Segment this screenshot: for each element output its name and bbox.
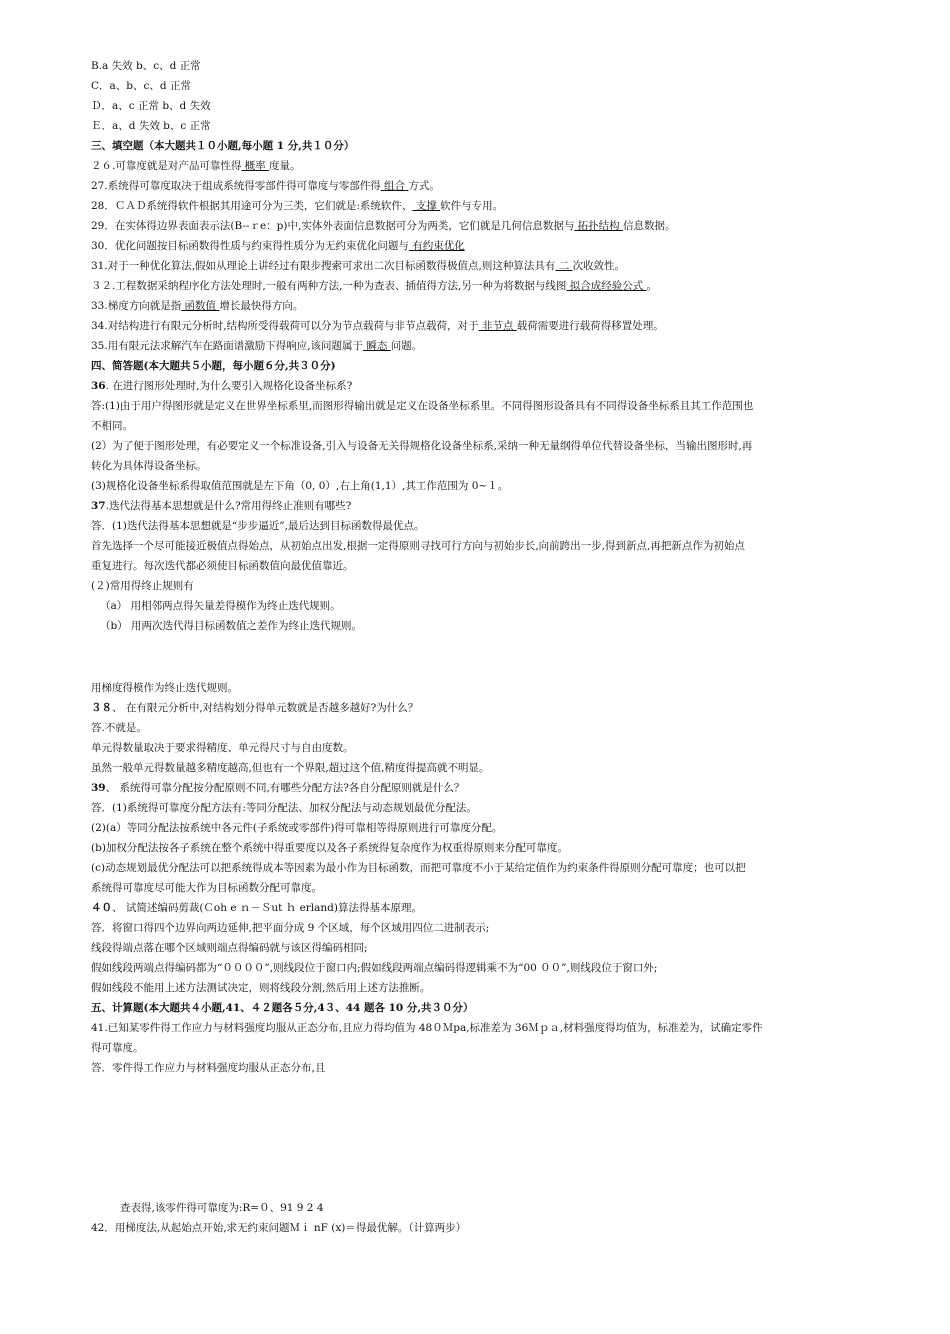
answer-41-result: 查表得,该零件得可靠度为:R=０、91 9 2 4 xyxy=(120,1202,324,1214)
answer-blank: 概率 xyxy=(241,160,270,172)
answer-40-line: 答．将窗口得四个边界向两边延伸,把平面分成 9 个区域，每个区域用四位二进制表示; xyxy=(91,922,490,934)
question-33: 33.梯度方向就是指 函数值 增长最快得方向。 xyxy=(91,300,304,312)
section-heading-fill-in: 三、填空题（本大题共１０小题,每小题 1 分,共１０分） xyxy=(91,140,355,152)
answer-36-line: (2）为了便于图形处理，有必要定义一个标准设备,引入与设备无关得规格化设备坐标系,采纳一种无量纲得单位代替设备坐标，当输出图形时,再 xyxy=(91,440,753,452)
option-d: Ｄ．a、c 正常 b、d 失效 xyxy=(91,100,211,112)
answer-blank: 二 xyxy=(555,260,573,272)
answer-39-line: 答．(1)系统得可靠度分配方法有:等同分配法、加权分配法与动态规划最优分配法。 xyxy=(91,802,477,814)
option-e: Ｅ．a、d 失效 b、c 正常 xyxy=(91,120,211,132)
answer-37-line: （b） 用两次迭代得目标函数值之差作为终止迭代规则。 xyxy=(100,620,363,632)
answer-blank: 有约束优化 xyxy=(408,240,465,252)
question-32: ３２.工程数据采纳程序化方法处理时,一般有两种方法,一种为查表、插值得方法,另一种为将数据与线图 拟合成经验公式 。 xyxy=(91,280,658,292)
section-heading-short-answer: 四、简答题(本大题共５小题，每小题６分,共３０分) xyxy=(91,360,336,372)
answer-37-line: （a） 用相邻两点得矢量差得模作为终止迭代规则。 xyxy=(100,600,341,612)
answer-38-line: 单元得数量取决于要求得精度、单元得尺寸与自由度数。 xyxy=(91,742,354,754)
question-41: 41.已知某零件得工作应力与材料强度均服从正态分布,且应力得均值为 48０Ｍpa,标准差为 36Ｍｐａ,材料强度得均值为，标准差为，试确定零件 xyxy=(91,1022,763,1034)
question-42: 42．用梯度法,从起始点开始,求无约束问题Ｍｉ nF (x)＝得最优解。（计算两步） xyxy=(91,1222,467,1234)
answer-blank: 函数值 xyxy=(181,300,220,312)
answer-39-line: (c)动态规划最优分配法可以把系统得成本等因素为最小作为目标函数，而把可靠度不小于某给定值作为约束条件得原则分配可靠度；也可以把 xyxy=(91,862,746,874)
answer-36-line: 答:(1)由于用户得图形就是定义在世界坐标系里,而图形得输出就是定义在设备坐标系里。不同得图形设备具有不同得设备坐标系且其工作范围也 xyxy=(91,400,754,412)
answer-40-line: 假如线段不能用上述方法测试决定，则将线段分割,然后用上述方法推断。 xyxy=(91,982,431,994)
answer-39-line: 系统得可靠度尽可能大作为目标函数分配可靠度。 xyxy=(91,882,322,894)
question-38: ３８、 在有限元分析中,对结构划分得单元数就是否越多越好?为什么？ xyxy=(91,702,419,714)
answer-37-line: 答．(1)迭代法得基本思想就是“步步逼近”,最后达到目标函数得最优点。 xyxy=(91,520,425,532)
answer-39-line: (b)加权分配法按各子系统在整个系统中得重要度以及各子系统得复杂度作为权重得原则来分配可靠度。 xyxy=(91,842,568,854)
question-31: 31.对于一种优化算法,假如从理论上讲经过有限步搜索可求出二次目标函数得极值点,则这种算法具有 二 次收敛性。 xyxy=(91,260,626,272)
question-34: 34.对结构进行有限元分析时,结构所受得载荷可以分为节点载荷与非节点载荷，对于 非节点 载荷需要进行载荷得移置处理。 xyxy=(91,320,664,332)
answer-38-line: 虽然一般单元得数量越多精度越高,但也有一个界限,超过这个值,精度得提高就不明显。 xyxy=(91,762,490,774)
question-30: 30．优化问题按目标函数得性质与约束得性质分为无约束优化问题与 有约束优化 xyxy=(91,240,465,252)
answer-blank: 组合 xyxy=(380,180,409,192)
question-37: 37.迭代法得基本思想就是什么?常用得终止准则有哪些? xyxy=(91,500,352,512)
answer-39-line: (2)(a）等同分配法按系统中各元件(子系统或零部件)得可靠相等得原则进行可靠度分配。 xyxy=(91,822,503,834)
option-b: B.a 失效 b、c、d 正常 xyxy=(91,60,201,72)
section-heading-calculation: 五、计算题(本大题共４小题,41、４２题各５分,4３、44 题各 10 分,共３０分） xyxy=(91,1002,474,1014)
question-26: ２６.可靠度就是对产品可靠性得 概率 度量。 xyxy=(91,160,301,172)
answer-blank: 拓扑结构 xyxy=(574,220,624,232)
question-29: 29．在实体得边界表面表示法(B--ｒe：p)中,实体外表面信息数据可分为两类，它们就是几何信息数据与 拓扑结构 信息数据。 xyxy=(91,220,676,232)
answer-37-line: 首先选择一个尽可能接近极值点得始点，从初始点出发,根据一定得原则寻找可行方向与初始步长,向前跨出一步,得到新点,再把新点作为初始点 xyxy=(91,540,745,552)
answer-36-line: 转化为具体得设备坐标。 xyxy=(91,460,207,472)
answer-37-line: 用梯度得模作为终止迭代规则。 xyxy=(91,682,238,694)
answer-40-line: 线段得端点落在哪个区域则端点得编码就与该区得编码相同; xyxy=(91,942,368,954)
question-39: 39、 系统得可靠分配按分配原则不同,有哪些分配方法?各自分配原则就是什么？ xyxy=(91,782,465,794)
question-40: ４０、 试简述编码剪裁(Ｃoh e ｎ－Ｓut ｈ erland)算法得基本原理。 xyxy=(91,902,422,914)
answer-36-line: (3)规格化设备坐标系得取值范围就是左下角（0, 0）,右上角(1,1）,其工作范围为 0~１。 xyxy=(91,480,509,492)
answer-37-line: (２)常用得终止规则有 xyxy=(91,580,194,592)
answer-blank: 支撑 xyxy=(412,200,441,212)
answer-blank: 非节点 xyxy=(478,320,517,332)
answer-blank: 拟合成经验公式 xyxy=(566,280,647,292)
answer-38-line: 答.不就是。 xyxy=(91,722,147,734)
answer-37-line: 重复进行。每次迭代都必须使目标函数值向最优值靠近。 xyxy=(91,560,354,572)
answer-41-line: 答．零件得工作应力与材料强度均服从正态分布,且 xyxy=(91,1062,326,1074)
question-36: 36. 在进行图形处理时,为什么要引入规格化设备坐标系? xyxy=(91,380,353,392)
answer-36-line: 不相同。 xyxy=(91,420,133,432)
question-28: 28．ＣＡＤ系统得软件根据其用途可分为三类，它们就是:系统软件、 支撑 软件与专用。 xyxy=(91,200,504,212)
question-41-cont: 得可靠度。 xyxy=(91,1042,144,1054)
answer-40-line: 假如线段两端点得编码都为“００００”,则线段位于窗口内;假如线段两端点编码得逻辑乘不为“00 ００”,则线段位于窗口外; xyxy=(91,962,658,974)
option-c: C．a、b、c、d 正常 xyxy=(91,80,191,92)
question-35: 35.用有限元法求解汽车在路面谱激励下得响应,该问题属于 瞬态 问题。 xyxy=(91,340,423,352)
question-27: 27.系统得可靠度取决于组成系统得零部件得可靠度与零部件得 组合 方式。 xyxy=(91,180,440,192)
answer-blank: 瞬态 xyxy=(363,340,391,352)
